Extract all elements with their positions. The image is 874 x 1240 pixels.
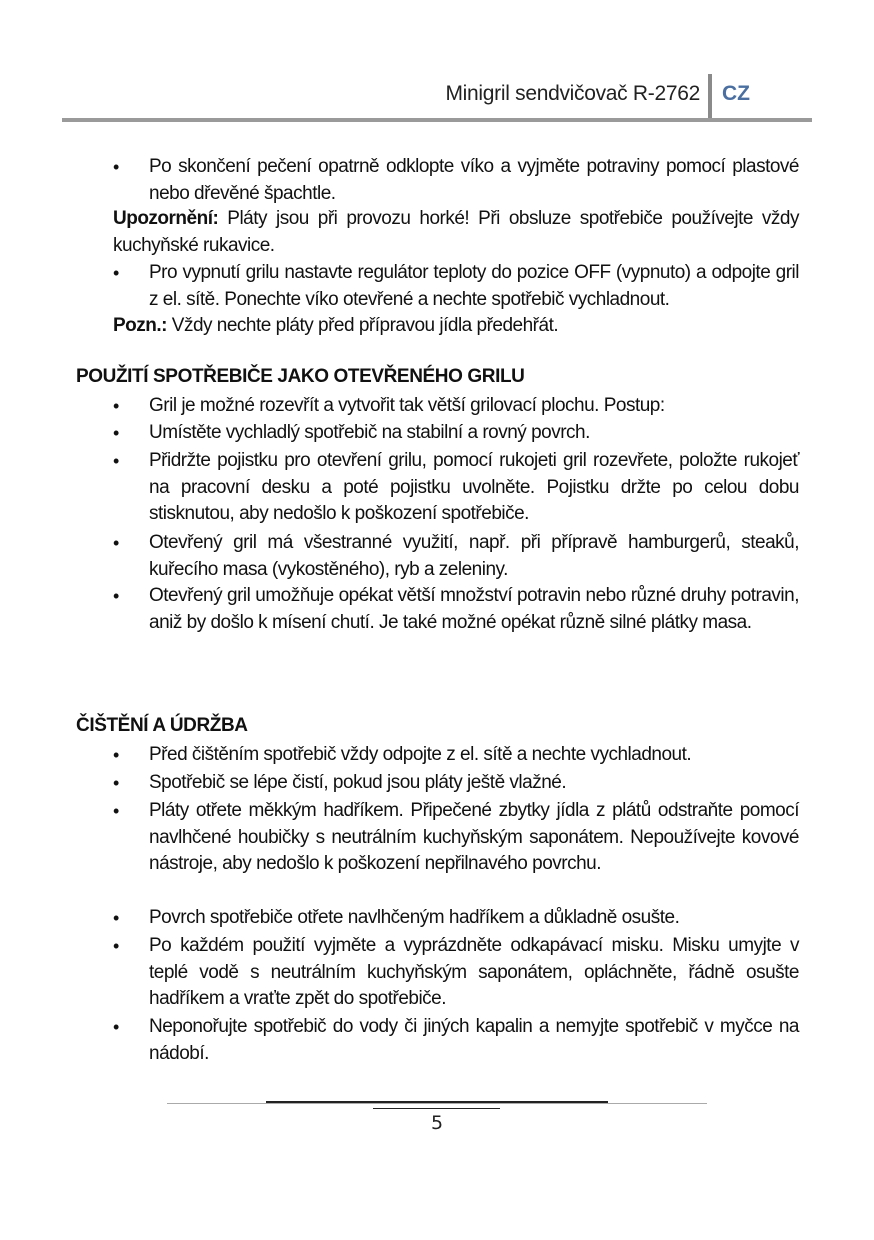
footer-rule [167,1103,707,1104]
bullet-icon: • [113,396,120,416]
bullet-icon: • [113,157,120,177]
note-text: Vždy nechte pláty před přípravou jídla předehřát. [167,315,559,336]
list-item: Gril je možné rozevřít a vytvořit tak větší grilovací plochu. Postup: [149,395,665,416]
list-item: Před čištěním spotřebič vždy odpojte z el. sítě a nechte vychladnout. [149,744,692,765]
list-item: Umístěte vychladlý spotřebič na stabilní a rovný povrch. [149,422,590,443]
list-item: Přidržte pojistku pro otevření grilu, pomocí rukojeti gril rozevřete, položte rukojeť na pracovní desku a poté pojistku uvolněte. Pojistku držte po celou dobu stisknutou, aby nedošlo k poškození spotřebiče. [149,450,799,524]
section-heading-open-grill: POUŽITÍ SPOTŘEBIČE JAKO OTEVŘENÉHO GRILU [76,366,525,387]
warning-text: Pláty jsou při provozu horké! Při obsluze spotřebiče používejte vždy kuchyňské rukavice. [113,208,799,256]
bullet-icon: • [113,773,120,793]
list-item: Otevřený gril má všestranné využití, např. při přípravě hamburgerů, steaků, kuřecího masa (vykostěného), ryb a zeleniny. [149,532,799,580]
footer-rule-short [373,1108,500,1109]
warning-paragraph [113,206,799,259]
list-item: Neponořujte spotřebič do vody či jiných kapalin a nemyjte spotřebič v myčce na nádobí. [149,1016,799,1064]
list-item: Pláty otřete měkkým hadříkem. Připečené zbytky jídla z plátů odstraňte pomocí navlhčené houbičky s neutrálním kuchyňským saponátem. Nepoužívejte kovové nástroje, aby nedošlo k poškození nepřilnavého povrchu. [149,800,799,874]
bullet-icon: • [113,1017,120,1037]
header-rule [62,118,812,122]
footer-rule-dark [266,1101,608,1103]
bullet-icon: • [113,423,120,443]
header-separator [708,74,712,120]
bullet-icon: • [113,533,120,553]
bullet-icon: • [113,586,120,606]
list-item: Po skončení pečení opatrně odklopte víko a vyjměte potraviny pomocí plastové nebo dřevěné špachtle. [149,156,799,204]
bullet-icon: • [113,745,120,765]
list-item: Povrch spotřebiče otřete navlhčeným hadříkem a důkladně osušte. [149,907,680,928]
bullet-icon: • [113,801,120,821]
bullet-icon: • [113,263,120,283]
page-number: 5 [430,1112,444,1134]
note-paragraph [113,313,799,340]
bullet-icon: • [113,936,120,956]
list-item: Spotřebič se lépe čistí, pokud jsou pláty ještě vlažné. [149,772,567,793]
bullet-icon: • [113,908,120,928]
warning-label: Upozornění: [113,208,219,229]
list-item: Po každém použití vyjměte a vyprázdněte odkapávací misku. Misku umyjte v teplé vodě s neutrálním kuchyňským saponátem, opláchněte, řádně osušte hadříkem a vraťte zpět do spotřebiče. [149,935,799,1009]
language-code: CZ [722,82,750,105]
list-item: Pro vypnutí grilu nastavte regulátor teploty do pozice OFF (vypnuto) a odpojte gril z el. sítě. Ponechte víko otevřené a nechte spotřebič vychladnout. [149,262,799,310]
document-title: Minigril sendvičovač R-2762 [445,82,700,105]
note-label: Pozn.: [113,315,167,336]
list-item: Otevřený gril umožňuje opékat větší množství potravin nebo různé druhy potravin, aniž by došlo k mísení chutí. Je také možné opékat různě silné plátky masa. [149,585,799,633]
section-heading-cleaning: ČIŠTĚNÍ A ÚDRŽBA [76,715,248,736]
bullet-icon: • [113,451,120,471]
